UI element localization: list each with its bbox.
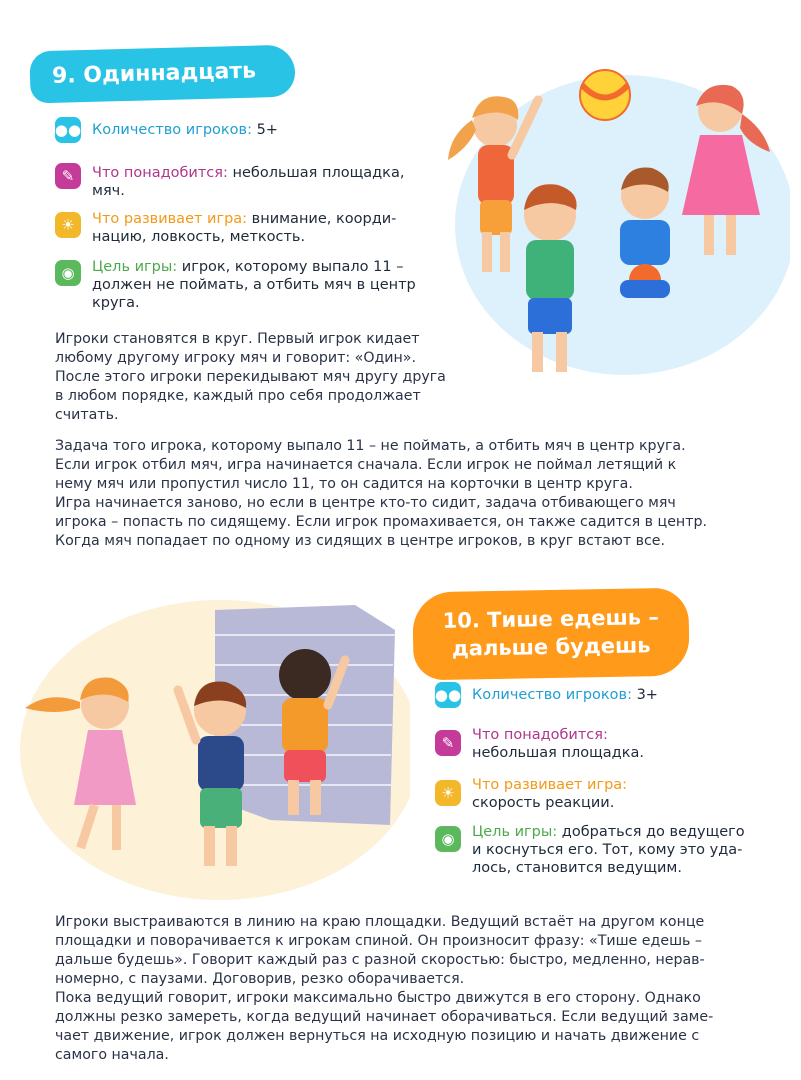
develops-row (92, 210, 396, 246)
need-value: небольшая площадка. (472, 745, 644, 761)
text-line: площадки и поворачивается к игрокам спиной. Он произносит фразу: «Тише едешь – (55, 933, 703, 949)
text-line: любому другому игроку мяч и говорит: «Один». (55, 350, 416, 366)
text-line: Игроки становятся в круг. Первый игрок кидает (55, 331, 420, 347)
game9-title: 9. Одиннадцать (29, 45, 295, 104)
goal-value-end: круга. (92, 295, 140, 311)
text-line: Когда мяч попадает по одному из сидящих в центре игроков, в круг встают все. (55, 533, 666, 549)
game10-rules-paragraph (55, 913, 713, 1065)
people-icon: ●● (435, 682, 461, 708)
develops-row (472, 776, 627, 812)
text-line: игрока – попасть по сидящему. Если игрок промахивается, он также садится в центр. (55, 514, 707, 530)
develops-value-cont: нацию, ловкость, меткость. (92, 229, 306, 245)
bulb-icon: ☀ (435, 780, 461, 806)
need-row (472, 726, 644, 762)
text-line: Задача того игрока, которому выпало 11 – не поймать, а отбить мяч в центр круга. (55, 438, 686, 454)
need-value: небольшая площадка, (232, 165, 405, 181)
text-line: После этого игроки перекидывают мяч другу друга (55, 369, 446, 385)
players-row (472, 686, 658, 704)
goal-row (472, 823, 745, 877)
develops-value: внимание, коорди- (251, 211, 397, 227)
text-line: в любом порядке, каждый про себя продолжает (55, 388, 421, 404)
need-label: Что понадобится: (92, 165, 228, 181)
players-row (92, 121, 278, 139)
brush-icon: ✎ (435, 730, 461, 756)
text-line: считать. (55, 407, 119, 423)
goal-row (92, 258, 416, 312)
game10-title-line2: дальше будешь (451, 633, 651, 661)
develops-label: Что развивает игра: (472, 777, 628, 793)
game9-intro-paragraph (55, 330, 446, 425)
text-line: Если игрок отбил мяч, игра начинается сначала. Если игрок не поймал летящий к (55, 457, 677, 473)
text-line: Игроки выстраиваются в линию на краю площадки. Ведущий встаёт на другом конце (55, 914, 705, 930)
need-value-cont: мяч. (92, 183, 125, 199)
players-label: Количество игроков: (92, 122, 252, 138)
text-line: чает движение, игрок должен вернуться на исходную позицию и начать движение с (55, 1028, 700, 1044)
target-icon: ◉ (435, 826, 461, 852)
need-row (92, 164, 404, 200)
text-line: самого начала. (55, 1047, 169, 1063)
game9-rules-paragraph (55, 437, 707, 551)
players-value: 5+ (256, 122, 278, 138)
goal-value-cont: и коснуться его. Тот, кому это уда- (472, 842, 743, 858)
text-line: Игра начинается заново, но если в центре кто-то сидит, задача отбивающего мяч (55, 495, 676, 511)
text-line: номерно, с паузами. Договорив, резко оборачивается. (55, 971, 465, 987)
bulb-icon: ☀ (55, 212, 81, 238)
players-label: Количество игроков: (472, 687, 632, 703)
brush-icon: ✎ (55, 163, 81, 189)
develops-value: скорость реакции. (472, 795, 615, 811)
text-line: Пока ведущий говорит, игроки максимально быстро движутся в его сторону. Однако (55, 990, 701, 1006)
players-value: 3+ (636, 687, 658, 703)
kids-wall-illustration (10, 590, 410, 910)
need-label: Что понадобится: (472, 727, 608, 743)
goal-value: игрок, которому выпало 11 – (181, 259, 404, 275)
text-line: нему мяч или пропустил число 11, то он садится на корточки в центр круга. (55, 476, 633, 492)
target-icon: ◉ (55, 260, 81, 286)
goal-value: добраться до ведущего (561, 824, 745, 840)
goal-value-cont: должен не поймать, а отбить мяч в центр (92, 277, 416, 293)
goal-value-end: лось, становится ведущим. (472, 860, 682, 876)
text-line: дальше будешь». Говорит каждый раз с разной скоростью: быстро, медленно, нерав- (55, 952, 705, 968)
goal-label: Цель игры: (92, 259, 178, 275)
game10-title (412, 588, 689, 681)
develops-label: Что развивает игра: (92, 211, 248, 227)
goal-label: Цель игры: (472, 824, 558, 840)
kids-playing-ball-illustration (420, 40, 790, 390)
people-icon: ●● (55, 117, 81, 143)
game10-title-line1: 10. Тише едешь – (442, 605, 660, 633)
text-line: должны резко замереть, когда ведущий начинает оборачиваться. Если ведущий заме- (55, 1009, 714, 1025)
